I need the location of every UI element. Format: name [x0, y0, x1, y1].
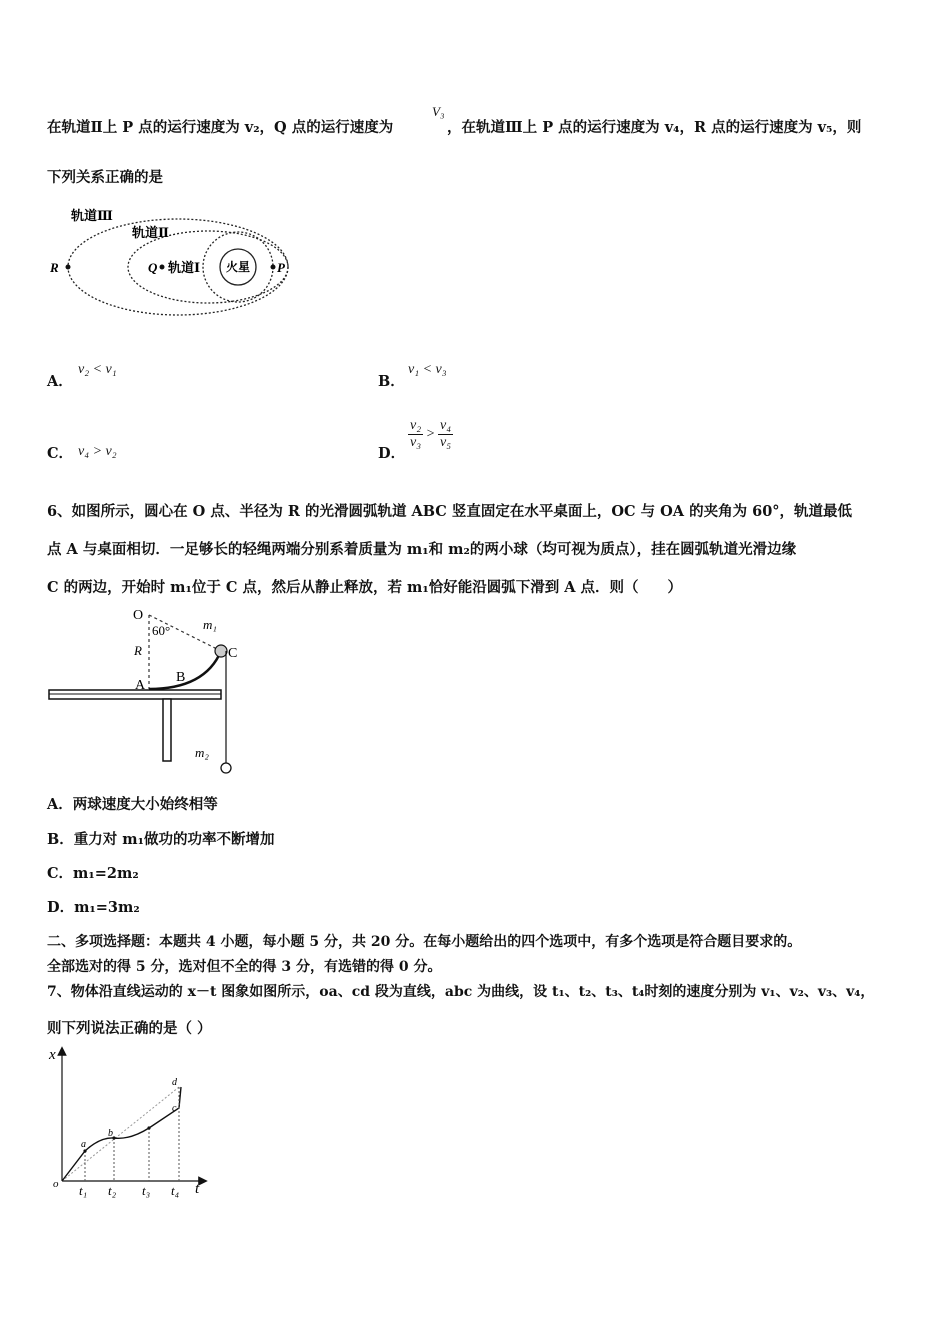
label-m1: m₁ [203, 617, 217, 632]
q5-stem-part2: ，在轨道Ⅲ上 P 点的运行速度为 v₄，R 点的运行速度为 v₅，则 [447, 119, 862, 136]
orbit-figure [40, 200, 300, 325]
ball-m2 [221, 763, 231, 773]
q5-d-num2: v₄ [440, 418, 452, 433]
q5-option-d-value [408, 418, 453, 451]
q5-d-operator: > [426, 426, 435, 442]
section2-header-line2: 全部选对的得 5 分，选对但不全的得 3 分，有选错的得 0 分。 [47, 959, 442, 975]
point-P [271, 265, 276, 270]
orbit-3-label: 轨道Ⅲ [71, 208, 113, 223]
label-Q: Q [148, 260, 158, 275]
label-t3: t₃ [142, 1183, 151, 1198]
label-t1: t₁ [79, 1183, 88, 1198]
q5-d-num1: v₂ [410, 418, 422, 433]
label-t4: t₄ [171, 1183, 180, 1198]
q5-d-den1: v₃ [410, 435, 422, 450]
q5-stem-line2: 下列关系正确的是 [47, 169, 163, 186]
q5-stem-line1b [447, 116, 861, 137]
label-R: R [134, 643, 142, 658]
q7-stem-line1: 7、物体沿直线运动的 x－t 图象如图所示，oa、cd 段为直线，abc 为曲线，设 t₁、t₂、t₃、t₄时刻的速度分别为 v₁、v₂、v₃、v₄， [47, 984, 875, 1000]
reference-line [62, 1087, 179, 1181]
label-C: C [228, 646, 238, 661]
orbit-1-label: 轨道Ⅰ [168, 260, 201, 275]
orbit-2-label: 轨道Ⅱ [132, 225, 169, 240]
label-A: A [135, 678, 146, 693]
label-d: d [172, 1077, 177, 1088]
q5-v3-symbol: V₃ [432, 104, 445, 119]
q6-stem-line3: C 的两边，开始时 m₁位于 C 点，然后从静止释放，若 m₁恰好能沿圆弧下滑到 A 点．则（ ） [47, 579, 683, 596]
q5-option-c-value: v₄ > v₂ [78, 444, 117, 459]
q7-stem-line2: 则下列说法正确的是（ ） [47, 1020, 212, 1037]
arc-track-figure [45, 603, 250, 778]
point-Q [160, 265, 165, 270]
xt-curve [62, 1087, 181, 1181]
mars-label: 火星 [226, 260, 251, 274]
label-a: a [81, 1139, 86, 1150]
q6-option-a: A．两球速度大小始终相等 [47, 796, 218, 813]
q5-option-a-label: A． [47, 373, 73, 390]
q5-d-fraction-right [438, 418, 453, 451]
label-t: t [195, 1181, 200, 1197]
q5-option-a-value: v₂ < v₁ [78, 362, 117, 377]
q5-option-c-label: C． [47, 445, 74, 462]
label-B: B [176, 670, 186, 685]
q5-d-fraction-left [408, 418, 423, 451]
q6-option-b: B．重力对 m₁做功的功率不断增加 [47, 831, 275, 848]
label-P: P [277, 260, 285, 275]
table-leg [163, 699, 171, 761]
q6-stem-line1: 6、如图所示，圆心在 O 点、半径为 R 的光滑圆弧轨道 ABC 竖直固定在水平桌面上，OC 与 OA 的夹角为 60°，轨道最低 [47, 503, 853, 520]
label-origin: o [53, 1178, 59, 1190]
q6-option-c: C．m₁=2m₂ [47, 865, 139, 882]
point-c [147, 1126, 150, 1129]
label-m2: m₂ [195, 745, 209, 760]
section2-header-line1: 二、多项选择题：本题共 4 小题，每小题 5 分，共 20 分。在每小题给出的四个选项中，有多个选项是符合题目要求的。 [47, 934, 802, 950]
q5-d-den2: v₅ [440, 435, 452, 450]
label-x: x [49, 1047, 56, 1063]
label-angle: 60° [152, 623, 171, 638]
label-R: R [50, 260, 59, 275]
label-O: O [133, 608, 144, 623]
q6-option-d: D．m₁=3m₂ [47, 899, 140, 916]
xt-graph [45, 1045, 215, 1200]
q5-option-b-label: B． [378, 373, 405, 390]
q6-stem-line2: 点 A 与桌面相切．一足够长的轻绳两端分别系着质量为 m₁和 m₂的两小球（均可视为质点），挂在圆弧轨道光滑边缘 [47, 541, 797, 558]
label-c: c [172, 1103, 177, 1114]
q5-stem-line1 [47, 116, 393, 137]
q5-option-d-label: D． [378, 445, 406, 462]
q5-stem-part1: 在轨道Ⅱ上 P 点的运行速度为 v₂，Q 点的运行速度为 [47, 119, 394, 136]
point-R [66, 265, 71, 270]
q5-option-b-value: v₁ < v₃ [408, 362, 447, 377]
ball-m1 [215, 645, 227, 657]
label-t2: t₂ [108, 1183, 117, 1198]
label-b: b [108, 1128, 113, 1139]
